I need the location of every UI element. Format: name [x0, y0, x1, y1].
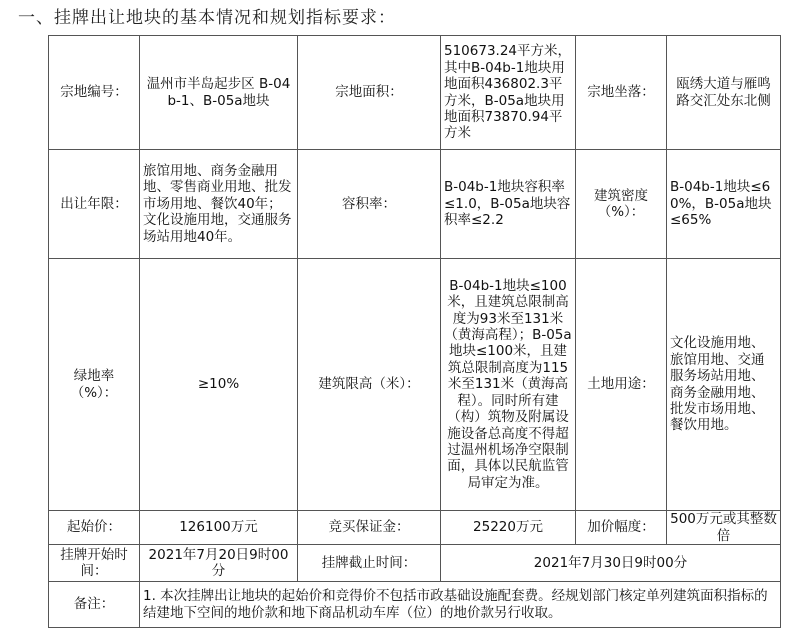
parcel-code-value: 温州市半岛起步区 B-04b-1、B-05a地块: [140, 36, 298, 150]
remark-label: 备注：: [49, 582, 140, 628]
increment-label: 加价幅度：: [576, 511, 667, 545]
time-row: [49, 545, 781, 582]
price-row: [49, 511, 781, 545]
green-rate-value: ≥10%: [140, 259, 298, 511]
parcel-location-label: 宗地坐落：: [576, 36, 667, 150]
deposit-value: 25220万元: [441, 511, 576, 545]
density-value: B-04b-1地块≤60%，B-05a地块≤65%: [667, 150, 781, 259]
increment-value: 500万元或其整数倍: [667, 511, 781, 545]
term-value: 旅馆用地、商务金融用地、零售商业用地、批发市场用地、餐饮40年；文化设施用地，交通服务场站用地40年。: [140, 150, 298, 259]
start-price-value: 126100万元: [140, 511, 298, 545]
parcel-code-label: 宗地编号：: [49, 36, 140, 150]
parcel-area-value: 510673.24平方米，其中B-04b-1地块用地面积436802.3平方米，B-05a地块用地面积73870.94平方米: [441, 36, 576, 150]
height-limit-label: 建筑限高（米）：: [298, 259, 441, 511]
land-use-value: 文化设施用地、旅馆用地、交通服务场站用地、商务金融用地、批发市场用地、餐饮用地。: [667, 259, 781, 511]
parcel-area-label: 宗地面积：: [298, 36, 441, 150]
green-row: [49, 259, 781, 511]
listing-start-value: 2021年7月20日9时00分: [140, 545, 298, 582]
listing-start-label: 挂牌开始时间：: [49, 545, 140, 582]
term-row: [49, 150, 781, 259]
listing-end-label: 挂牌截止时间：: [298, 545, 441, 582]
height-limit-value: B-04b-1地块≤100米，且建筑总限制高度为93米至131米（黄海高程）；B-05a地块≤100米，且建筑总限制高度为115米至131米（黄海高程）。同时所有建（构）筑物及附属设施设备总高度不得超过温州机场净空限制面，具体以民航监管局审定为准。: [441, 259, 576, 511]
land-info-table: [48, 35, 781, 628]
start-price-label: 起始价：: [49, 511, 140, 545]
density-label: 建筑密度（%）：: [576, 150, 667, 259]
remark-value: 1. 本次挂牌出让地块的起始价和竞得价不包括市政基础设施配套费。经规划部门核定单列建筑面积指标的结建地下空间的地价款和地下商品机动车库（位）的地价款另行收取。: [140, 582, 781, 628]
land-use-label: 土地用途：: [576, 259, 667, 511]
parcel-row: [49, 36, 781, 150]
deposit-label: 竞买保证金：: [298, 511, 441, 545]
section-heading: 一、挂牌出让地块的基本情况和规划指标要求：: [18, 8, 396, 28]
green-rate-label: 绿地率（%）：: [49, 259, 140, 511]
remark-row: [49, 582, 781, 628]
parcel-location-value: 瓯绣大道与雁鸣路交汇处东北侧: [667, 36, 781, 150]
listing-end-value: 2021年7月30日9时00分: [441, 545, 781, 582]
far-value: B-04b-1地块容积率≤1.0，B-05a地块容积率≤2.2: [441, 150, 576, 259]
far-label: 容积率：: [298, 150, 441, 259]
term-label: 出让年限：: [49, 150, 140, 259]
